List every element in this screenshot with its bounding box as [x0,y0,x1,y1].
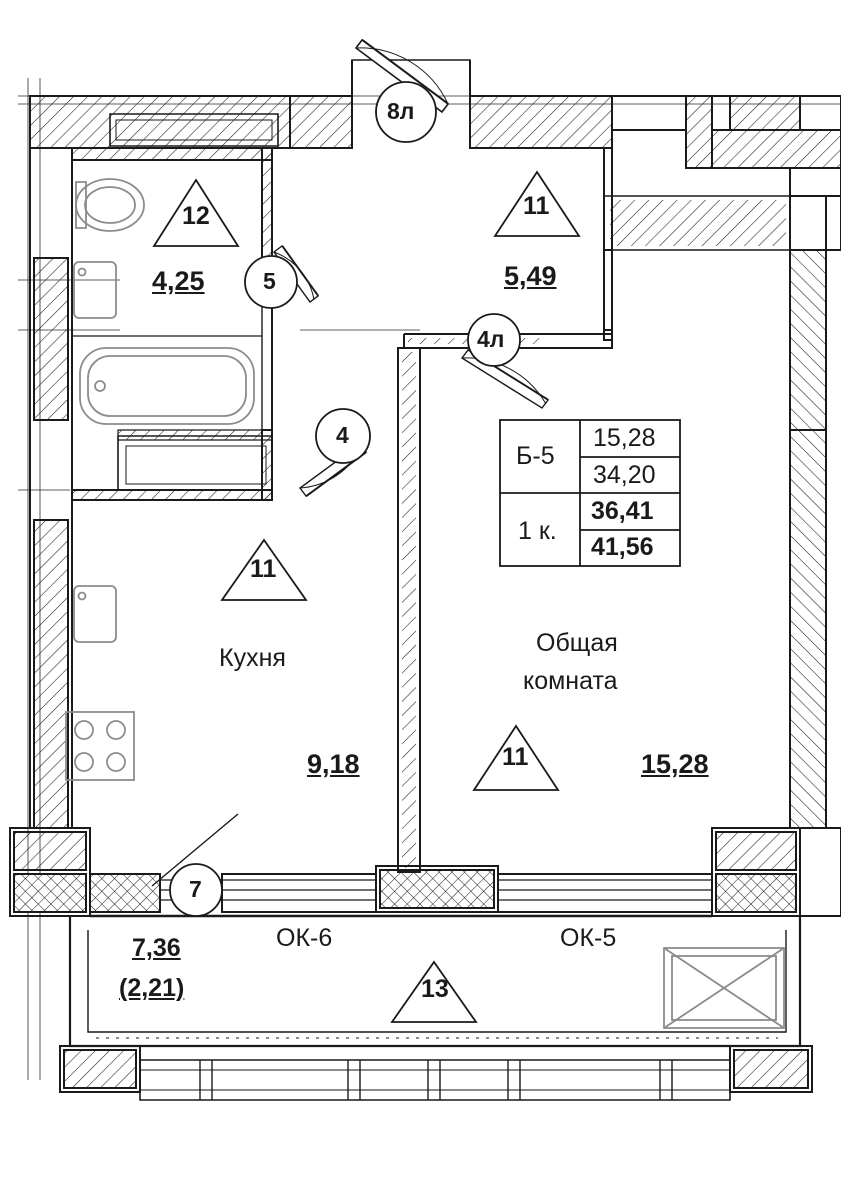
stamp-useful-area: 34,20 [593,461,656,489]
area-kitchen: 9,18 [307,749,360,779]
ceiling-mark-kitchen: 11 [250,555,277,583]
area-living: 15,28 [641,749,709,779]
room-name-kitchen: Кухня [219,644,286,672]
mark-7: 7 [189,876,202,902]
window-label-ok-5: ОК-5 [560,924,617,952]
area-hall: 5,49 [504,261,557,291]
window-label-ok-6: ОК-6 [276,924,333,952]
area-balcony-full: 7,36 [132,934,181,962]
room-name-living-line1: Общая [536,629,618,657]
stamp-rooms-count: 1 к. [518,517,557,545]
mark-5: 5 [263,268,276,294]
area-balcony-coefficient: (2,21) [119,974,185,1002]
ceiling-mark-balcony: 13 [421,975,449,1003]
stamp-code: Б-5 [516,442,555,470]
ceiling-mark-living: 11 [502,743,529,771]
stamp-total-with-balcony: 41,56 [591,533,654,561]
area-bathroom: 4,25 [152,266,205,296]
mark-8l: 8л [387,98,415,124]
mark-4l: 4л [477,326,505,352]
room-name-living-line2: комната [523,667,618,695]
stamp-total-area: 36,41 [591,497,654,525]
ceiling-mark-bathroom: 12 [182,202,210,230]
stamp-living-area: 15,28 [593,424,656,452]
ceiling-mark-hall: 11 [523,192,550,220]
mark-4: 4 [336,422,349,448]
